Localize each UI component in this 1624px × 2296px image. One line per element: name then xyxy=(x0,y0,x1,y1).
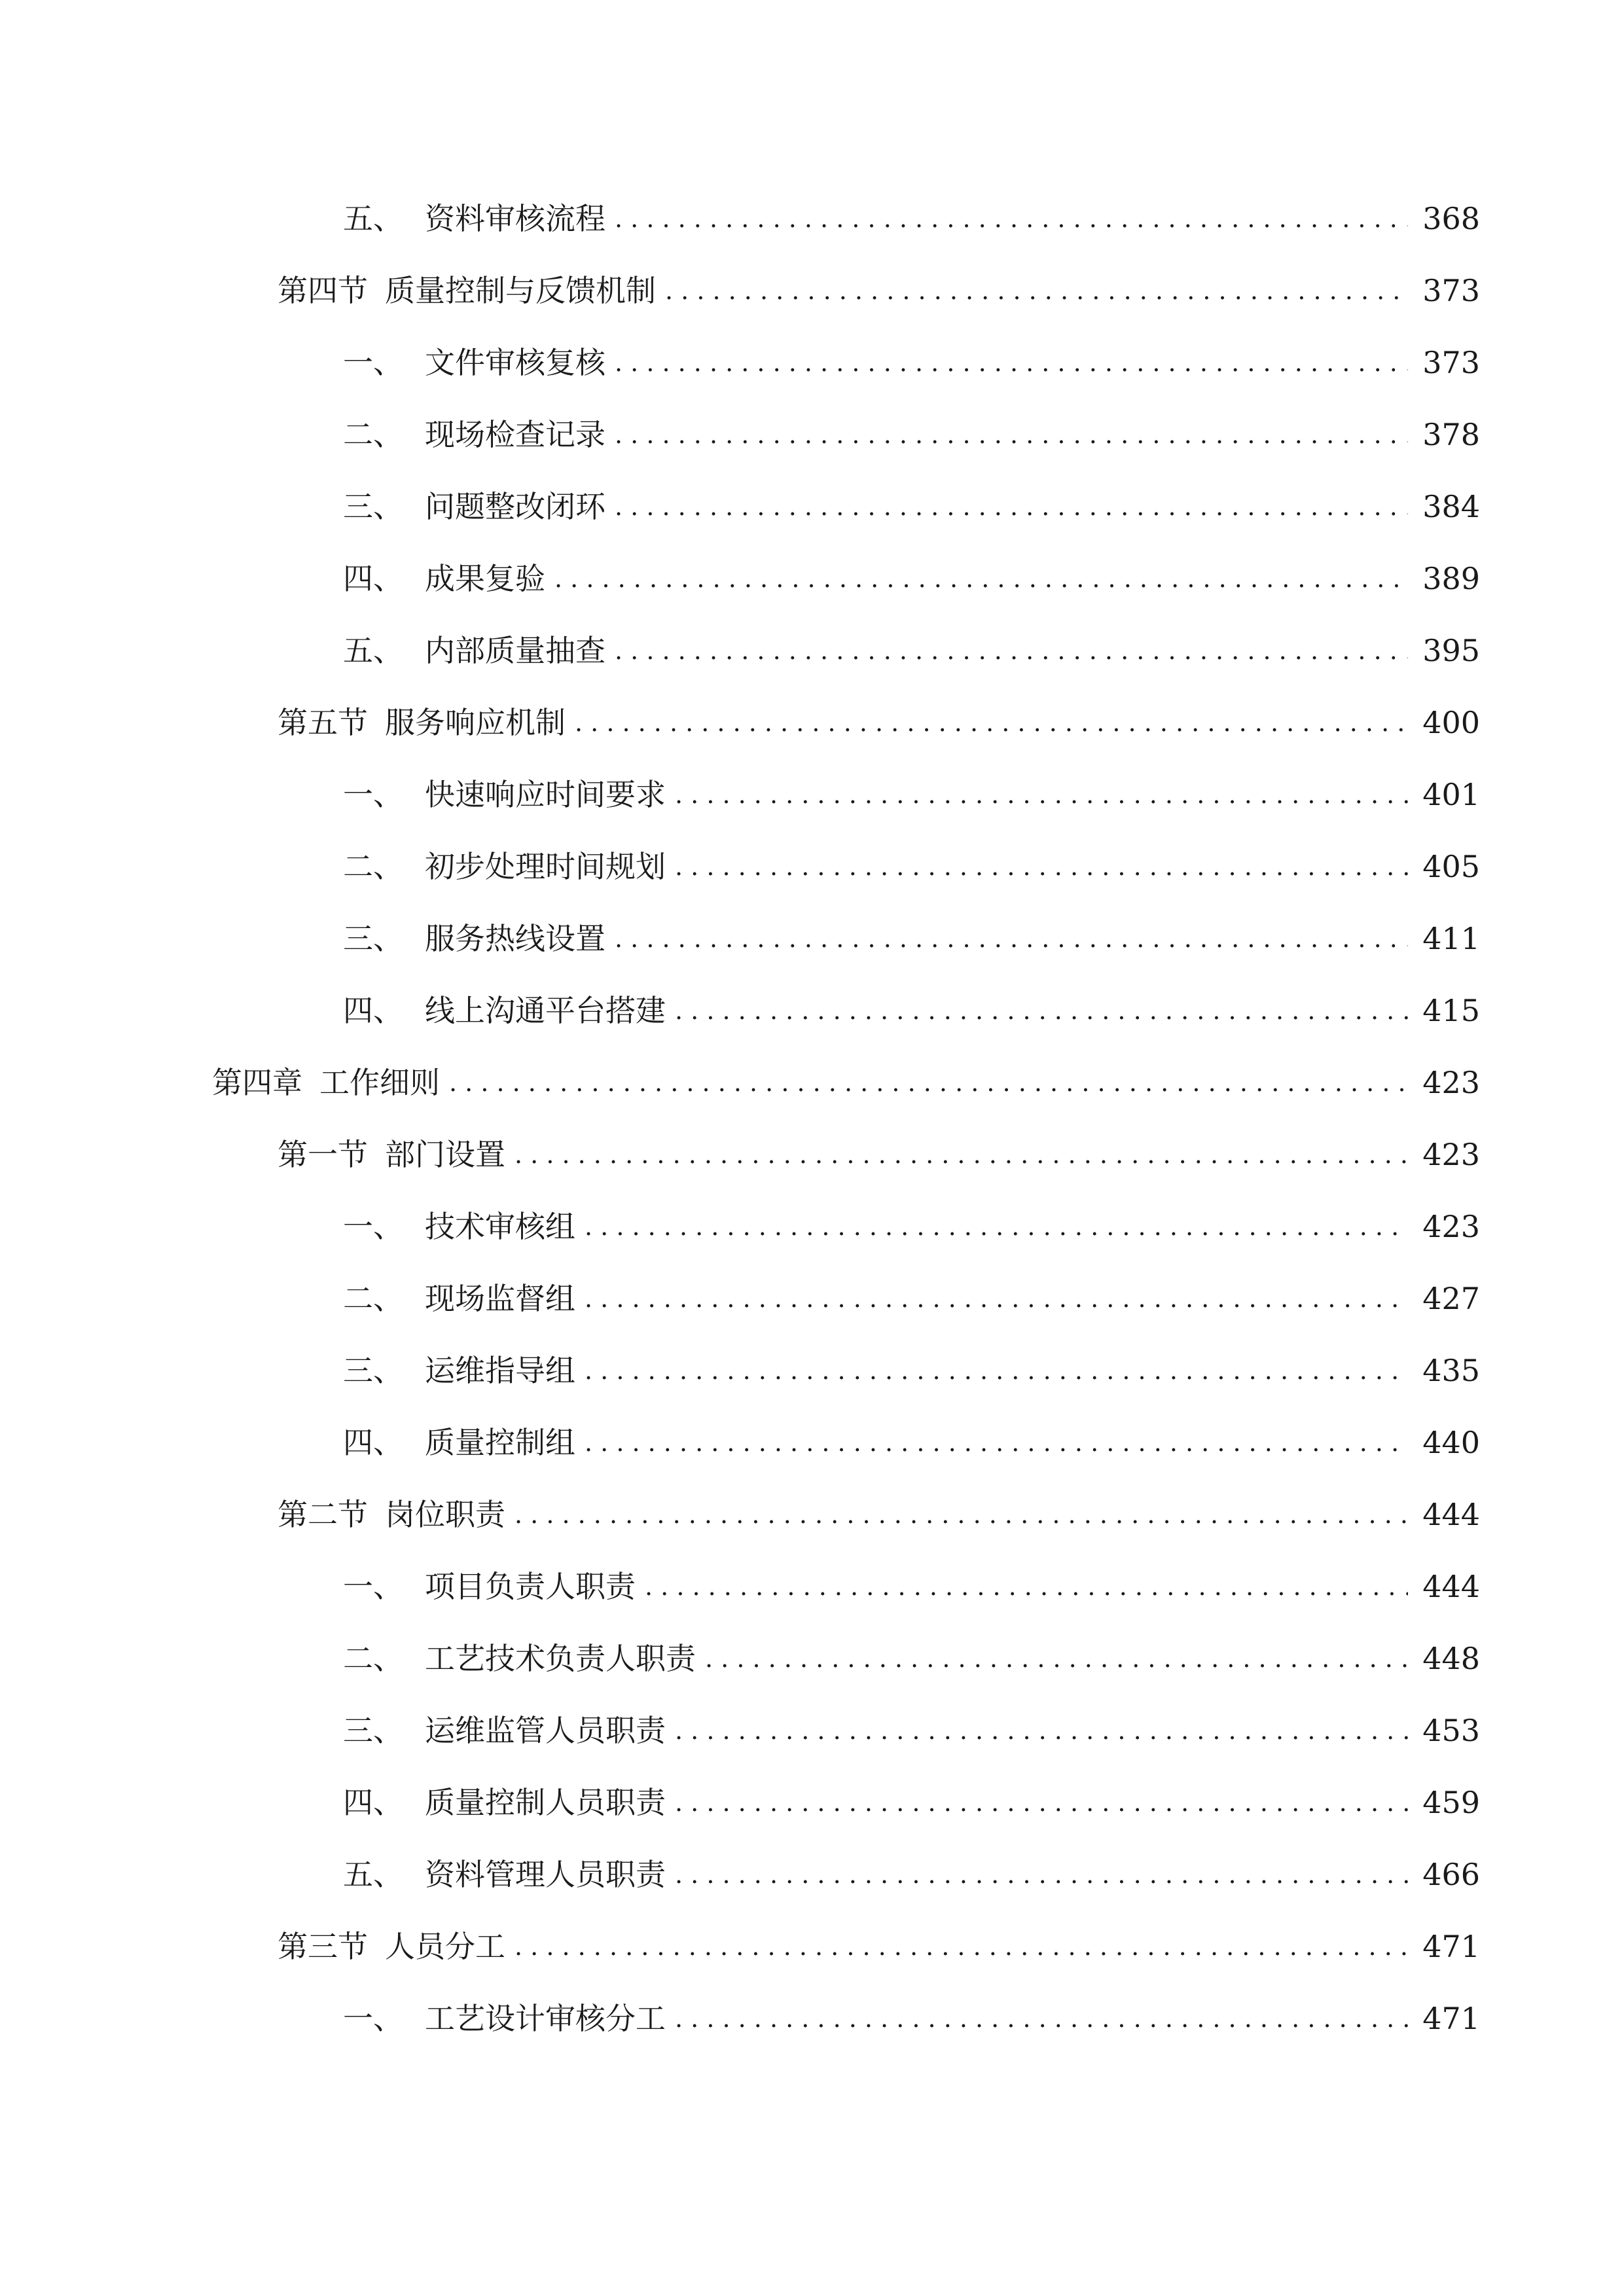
toc-entry-page: 378 xyxy=(1422,417,1480,452)
toc-entry-number: 一、 xyxy=(343,1209,403,1244)
toc-entry[interactable] xyxy=(343,1992,1480,2045)
toc-entry-number: 第二节 xyxy=(278,1497,368,1532)
toc-entry[interactable] xyxy=(343,1344,1480,1397)
toc-entry[interactable] xyxy=(343,912,1480,965)
toc-entry-title: 质量控制与反馈机制 xyxy=(385,273,656,308)
toc-entry-number: 四、 xyxy=(343,1425,403,1460)
toc-entry-page: 401 xyxy=(1422,777,1480,812)
toc-entry[interactable] xyxy=(343,1704,1480,1757)
toc-dot-leader xyxy=(585,1200,1408,1253)
toc-entry-page: 435 xyxy=(1422,1353,1480,1388)
toc-entry-number: 三、 xyxy=(343,921,403,956)
toc-dot-leader xyxy=(514,1488,1408,1541)
toc-entry-page: 471 xyxy=(1422,1929,1480,1964)
toc-dot-leader xyxy=(675,840,1408,893)
toc-entry-number: 三、 xyxy=(343,489,403,524)
toc-entry-title: 现场监督组 xyxy=(425,1281,575,1316)
toc-entry-page: 384 xyxy=(1422,489,1480,524)
toc-entry-number: 五、 xyxy=(343,633,403,668)
toc-entry-page: 423 xyxy=(1422,1137,1480,1172)
toc-entry-page: 427 xyxy=(1422,1281,1480,1316)
toc-entry[interactable] xyxy=(278,1920,1480,1973)
toc-entry[interactable] xyxy=(278,264,1480,317)
toc-dot-leader xyxy=(449,1056,1408,1109)
toc-entry-number: 一、 xyxy=(343,2001,403,2036)
toc-entry-number: 一、 xyxy=(343,345,403,380)
toc-entry-number: 二、 xyxy=(343,849,403,884)
toc-entry-page: 471 xyxy=(1422,2001,1480,2036)
toc-dot-leader xyxy=(665,264,1408,317)
toc-entry[interactable] xyxy=(343,1272,1480,1325)
toc-entry-title: 现场检查记录 xyxy=(425,417,605,452)
toc-dot-leader xyxy=(514,1920,1408,1973)
toc-entry-title: 质量控制人员职责 xyxy=(425,1785,666,1820)
toc-entry[interactable] xyxy=(343,336,1480,389)
toc-dot-leader xyxy=(705,1632,1408,1685)
toc-entry[interactable] xyxy=(343,1632,1480,1685)
toc-dot-leader xyxy=(585,1416,1408,1469)
toc-dot-leader xyxy=(585,1272,1408,1325)
toc-entry-number: 四、 xyxy=(343,561,403,596)
toc-entry-page: 459 xyxy=(1422,1785,1480,1820)
toc-entry-title: 资料管理人员职责 xyxy=(425,1857,666,1892)
toc-entry[interactable] xyxy=(343,408,1480,461)
toc-entry[interactable] xyxy=(343,768,1480,821)
toc-entry-number: 一、 xyxy=(343,1569,403,1604)
toc-entry-title: 内部质量抽查 xyxy=(425,633,605,668)
toc-entry[interactable] xyxy=(343,840,1480,893)
toc-entry-number: 第四节 xyxy=(278,273,368,308)
toc-entry-title: 快速响应时间要求 xyxy=(425,777,666,812)
toc-entry[interactable] xyxy=(343,984,1480,1037)
toc-dot-leader xyxy=(615,408,1408,461)
toc-entry-number: 第四章 xyxy=(212,1065,302,1100)
toc-entry[interactable] xyxy=(343,480,1480,533)
toc-entry-page: 444 xyxy=(1422,1497,1480,1532)
toc-entry[interactable] xyxy=(343,1560,1480,1613)
toc-entry-title: 部门设置 xyxy=(385,1137,505,1172)
toc-entry-title: 问题整改闭环 xyxy=(425,489,605,524)
toc-dot-leader xyxy=(514,1128,1408,1181)
toc-entry[interactable] xyxy=(343,192,1480,245)
toc-entry-title: 项目负责人职责 xyxy=(425,1569,636,1604)
toc-entry-page: 373 xyxy=(1422,273,1480,308)
toc-entry-page: 373 xyxy=(1422,345,1480,380)
toc-entry-title: 文件审核复核 xyxy=(425,345,605,380)
toc-entry-page: 423 xyxy=(1422,1209,1480,1244)
toc-entry-title: 服务响应机制 xyxy=(385,705,566,740)
toc-entry-title: 工作细则 xyxy=(319,1065,440,1100)
toc-entry-number: 四、 xyxy=(343,993,403,1028)
toc-entry-number: 第五节 xyxy=(278,705,368,740)
toc-dot-leader xyxy=(585,1344,1408,1397)
toc-entry-page: 411 xyxy=(1422,921,1480,956)
toc-entry-number: 第三节 xyxy=(278,1929,368,1964)
toc-entry-title: 工艺技术负责人职责 xyxy=(425,1641,696,1676)
toc-dot-leader xyxy=(615,336,1408,389)
toc-entry-page: 448 xyxy=(1422,1641,1480,1676)
toc-dot-leader xyxy=(675,1776,1408,1829)
toc-entry-number: 二、 xyxy=(343,417,403,452)
toc-entry-title: 服务热线设置 xyxy=(425,921,605,956)
toc-dot-leader xyxy=(675,1848,1408,1901)
toc-entry-page: 395 xyxy=(1422,633,1480,668)
toc-entry-page: 400 xyxy=(1422,705,1480,740)
toc-entry-number: 二、 xyxy=(343,1641,403,1676)
toc-dot-leader xyxy=(615,624,1408,677)
toc-entry-title: 技术审核组 xyxy=(425,1209,575,1244)
toc-dot-leader xyxy=(615,912,1408,965)
toc-entry-page: 415 xyxy=(1422,993,1480,1028)
toc-dot-leader xyxy=(675,1992,1408,2045)
toc-entry-title: 资料审核流程 xyxy=(425,201,605,236)
toc-entry-number: 一、 xyxy=(343,777,403,812)
toc-entry[interactable] xyxy=(278,1488,1480,1541)
toc-dot-leader xyxy=(554,552,1408,605)
toc-entry-number: 四、 xyxy=(343,1785,403,1820)
toc-entry-number: 五、 xyxy=(343,201,403,236)
toc-entry-page: 405 xyxy=(1422,849,1480,884)
toc-entry-title: 工艺设计审核分工 xyxy=(425,2001,666,2036)
toc-entry[interactable] xyxy=(343,1848,1480,1901)
toc-dot-leader xyxy=(675,768,1408,821)
toc-dot-leader xyxy=(675,984,1408,1037)
toc-entry[interactable] xyxy=(343,552,1480,605)
toc-entry-number: 三、 xyxy=(343,1353,403,1388)
toc-entry-page: 389 xyxy=(1422,561,1480,596)
toc-dot-leader xyxy=(615,480,1408,533)
toc-entry-title: 质量控制组 xyxy=(425,1425,575,1460)
toc-entry[interactable] xyxy=(343,1776,1480,1829)
toc-entry-title: 初步处理时间规划 xyxy=(425,849,666,884)
toc-entry[interactable] xyxy=(278,696,1480,749)
toc-dot-leader xyxy=(645,1560,1408,1613)
toc-entry-title: 岗位职责 xyxy=(385,1497,505,1532)
toc-entry-number: 五、 xyxy=(343,1857,403,1892)
toc-entry-page: 368 xyxy=(1422,201,1480,236)
toc-entry-page: 444 xyxy=(1422,1569,1480,1604)
toc-dot-leader xyxy=(615,192,1408,245)
toc-entry-number: 二、 xyxy=(343,1281,403,1316)
toc-dot-leader xyxy=(675,1704,1408,1757)
toc-entry-title: 成果复验 xyxy=(425,561,545,596)
toc-entry-title: 人员分工 xyxy=(385,1929,505,1964)
toc-entry-page: 453 xyxy=(1422,1713,1480,1748)
toc-entry[interactable] xyxy=(343,1416,1480,1469)
toc-entry[interactable] xyxy=(343,624,1480,677)
toc-entry-page: 466 xyxy=(1422,1857,1480,1892)
toc-dot-leader xyxy=(575,696,1408,749)
toc-entry-title: 线上沟通平台搭建 xyxy=(425,993,666,1028)
toc-entry-title: 运维指导组 xyxy=(425,1353,575,1388)
toc-entry-number: 第一节 xyxy=(278,1137,368,1172)
toc-entry-page: 423 xyxy=(1422,1065,1480,1100)
toc-entry[interactable] xyxy=(278,1128,1480,1181)
toc-entry-title: 运维监管人员职责 xyxy=(425,1713,666,1748)
toc-entry[interactable] xyxy=(343,1200,1480,1253)
toc-entry-page: 440 xyxy=(1422,1425,1480,1460)
toc-entry-number: 三、 xyxy=(343,1713,403,1748)
toc-entry[interactable] xyxy=(212,1056,1480,1109)
